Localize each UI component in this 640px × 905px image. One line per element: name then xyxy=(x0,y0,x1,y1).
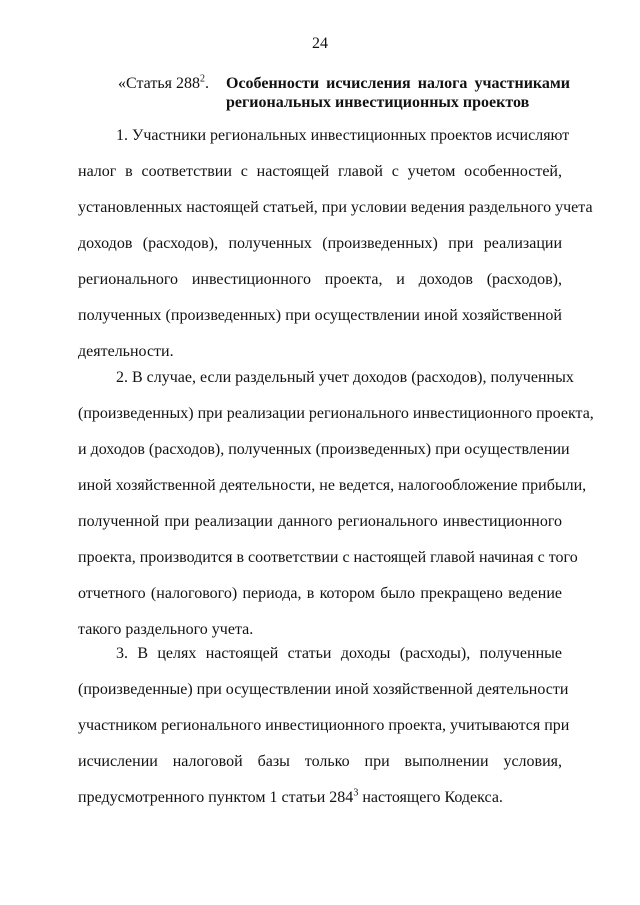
article-number-tail: . xyxy=(204,75,209,92)
article-number-superscript: 2 xyxy=(199,73,205,85)
paragraph-1-line: регионального инвестиционного проекта, и доходов (расходов), xyxy=(78,271,562,288)
paragraph-1-line: полученных (произведенных) при осуществлении иной хозяйственной xyxy=(78,307,562,324)
paragraph-3-last-line xyxy=(78,788,562,824)
paragraph-2-line: иной хозяйственной деятельности, не ведется, налогообложение прибыли, xyxy=(78,477,587,494)
paragraph-3 xyxy=(78,644,570,824)
article-title-line-2: региональных инвестиционных проектов xyxy=(226,94,530,111)
paragraph-3-line: исчислении налоговой базы только при выполнении условия, xyxy=(78,753,562,770)
article-reference-superscript: 3 xyxy=(353,787,359,799)
paragraph-2-line: и доходов (расходов), полученных (произведенных) при осуществлении xyxy=(78,441,570,458)
article-number xyxy=(118,74,209,93)
paragraph-2-line: проекта, производится в соответствии с настоящей главой начиная с того xyxy=(78,549,578,566)
paragraph-3-line: участником регионального инвестиционного проекта, учитываются при xyxy=(78,717,570,734)
article-number-text: «Статья 288 xyxy=(118,75,200,92)
paragraph-1-line: установленных настоящей статьей, при условии ведения раздельного учета xyxy=(78,199,593,216)
paragraph-2-line: отчетного (налогового) периода, в котором было прекращено ведение xyxy=(78,585,562,602)
page-number: 24 xyxy=(312,35,328,52)
paragraph-1-line: деятельности. xyxy=(78,343,174,360)
article-title-line-1: Особенности исчисления налога участниками xyxy=(226,75,570,92)
paragraph-2-line: 2. В случае, если раздельный учет доходов (расходов), полученных xyxy=(116,369,574,386)
article-title xyxy=(226,74,570,112)
paragraph-1-line: доходов (расходов), полученных (произведенных) при реализации xyxy=(78,235,562,252)
paragraph-3-last-line-tail: настоящего Кодекса. xyxy=(358,789,503,806)
paragraph-1-line: 1. Участники региональных инвестиционных проектов исчисляют xyxy=(116,127,570,144)
paragraph-2 xyxy=(78,368,594,656)
paragraph-3-line: (произведенные) при осуществлении иной хозяйственной деятельности xyxy=(78,681,569,698)
paragraph-3-last-line-text: предусмотренного пунктом 1 статьи 284 xyxy=(78,789,354,806)
paragraph-1-line: налог в соответствии с настоящей главой с учетом особенностей, xyxy=(78,163,562,180)
paragraph-2-line: полученной при реализации данного регионального инвестиционного xyxy=(78,513,562,530)
paragraph-2-line: такого раздельного учета. xyxy=(78,621,254,638)
paragraph-1 xyxy=(78,126,593,378)
paragraph-3-line: 3. В целях настоящей статьи доходы (расходы), полученные xyxy=(116,645,562,662)
paragraph-2-line: (произведенных) при реализации регионального инвестиционного проекта, xyxy=(78,405,594,422)
